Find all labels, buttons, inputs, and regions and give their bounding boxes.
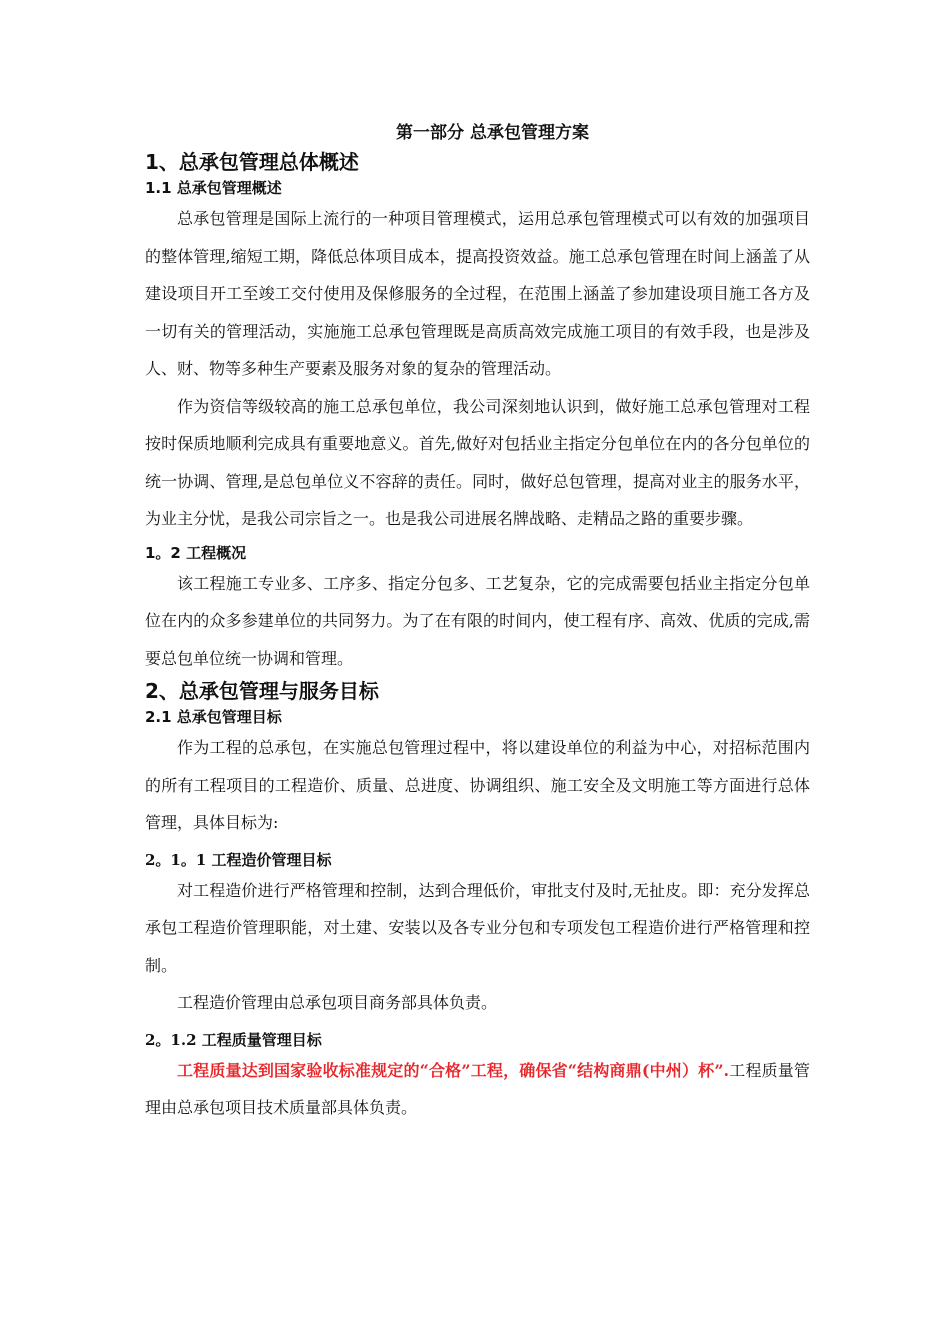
document-body xyxy=(145,118,810,1127)
section-2-1-1-paragraph-2: 工程造价管理由总承包项目商务部具体负责。 xyxy=(177,993,498,1012)
section-2-1-1-heading: 2。1。1 工程造价管理目标 xyxy=(145,850,332,869)
section-1-1-paragraph-1: 总承包管理是国际上流行的一种项目管理模式，运用总承包管理模式可以有效的加强项目的整体管理,缩短工期，降低总体项目成本，提高投资效益。施工总承包管理在时间上涵盖了从建设项目开工至竣工交付使用及保修服务的全过程，在范围上涵盖了参加建设项目施工各方及一切有关的管理活动，实施施工总承包管理既是高质高效完成施工项目的有效手段，也是涉及人、财、物等多种生产要素及服务对象的复杂的管理活动。 xyxy=(145,209,810,378)
quality-target-responsibility: 工程质量管理由总承包项目技术质量部具体负责。 xyxy=(145,1060,810,1117)
section-2-heading: 2、总承包管理与服务目标 xyxy=(145,679,379,703)
section-2-1-1-paragraph-1: 对工程造价进行严格管理和控制，达到合理低价，审批支付及时,无扯皮。即：充分发挥总承包工程造价管理职能，对土建、安装以及各专业分包和专项发包工程造价进行严格管理和控制。 xyxy=(145,880,810,975)
section-2-1-2-heading: 2。1.2 工程质量管理目标 xyxy=(145,1030,322,1049)
section-1-heading: 1、总承包管理总体概述 xyxy=(145,150,359,174)
section-1-2-paragraph-1: 该工程施工专业多、工序多、指定分包多、工艺复杂，它的完成需要包括业主指定分包单位在内的众多参建单位的共同努力。为了在有限的时间内，使工程有序、高效、优质的完成,需要总包单位统一协调和管理。 xyxy=(145,573,810,668)
section-1-1-heading: 1.1 总承包管理概述 xyxy=(145,179,282,197)
document-title: 第一部分 总承包管理方案 xyxy=(396,123,589,143)
section-2-1-paragraph-1: 作为工程的总承包，在实施总包管理过程中，将以建设单位的利益为中心，对招标范围内的所有工程项目的工程造价、质量、总进度、协调组织、施工安全及文明施工等方面进行总体管理，具体目标为: xyxy=(145,738,810,832)
quality-target-highlight: 工程质量达到国家验收标准规定的“合格”工程，确保省“结构商鼎(中州）杯”. xyxy=(177,1060,730,1080)
section-1-1-paragraph-2: 作为资信等级较高的施工总承包单位，我公司深刻地认识到，做好施工总承包管理对工程按时保质地顺利完成具有重要地意义。首先,做好对包括业主指定分包单位在内的各分包单位的统一协调、管理,是总包单位义不容辞的责任。同时，做好总包管理，提高对业主的服务水平，为业主分忧，是我公司宗旨之一。也是我公司进展名牌战略、走精品之路的重要步骤。 xyxy=(145,396,810,528)
section-1-2-heading: 1。2 工程概况 xyxy=(145,543,247,562)
section-2-1-2-paragraph-1 xyxy=(145,1052,810,1127)
section-2-1-heading: 2.1 总承包管理目标 xyxy=(145,708,282,726)
